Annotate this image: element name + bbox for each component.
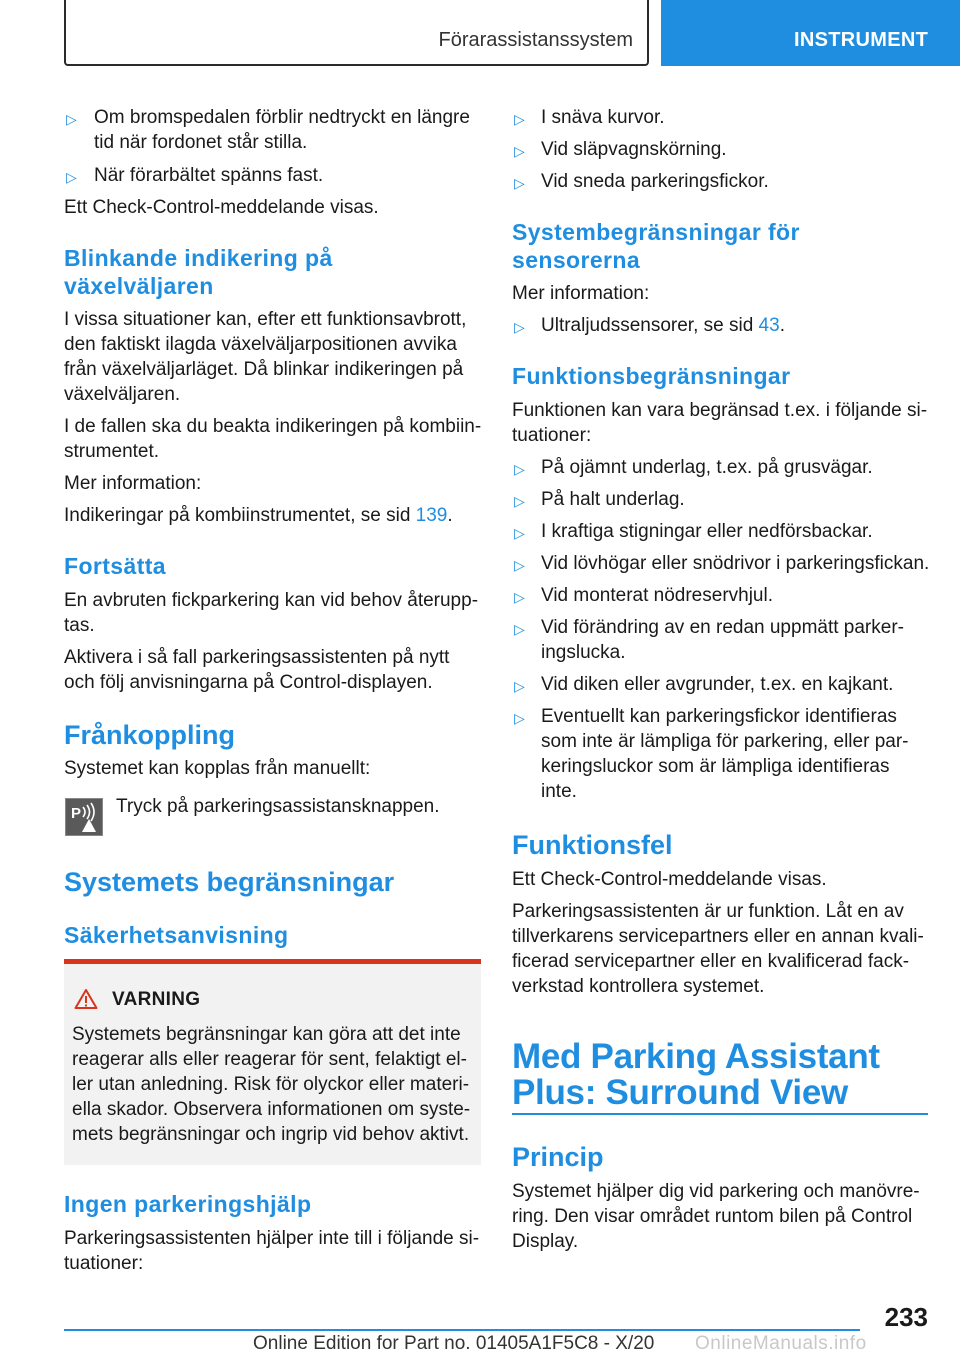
paragraph: Ett Check-Control-meddelande visas. [64, 197, 379, 218]
heading-systemets-begransningar: Systemets begränsningar [64, 867, 395, 897]
page-link-139[interactable]: 139 [415, 505, 448, 526]
paragraph: ficerad servicepartner eller en kvalificerad fack- [512, 951, 910, 972]
bullet-marker-icon: ▷ [514, 175, 525, 191]
paragraph: Aktivera i så fall parkeringsassistenten på nytt [64, 647, 450, 668]
bullet-marker-icon: ▷ [514, 589, 525, 605]
bullet-marker-icon: ▷ [514, 557, 525, 573]
reference-text: Indikeringar på kombiinstrumentet, se sid [64, 505, 416, 526]
list-item: Vid diken eller avgrunder, t.ex. en kajkant. [541, 674, 894, 695]
warning-text: ella skador. Observera informationen om syste- [72, 1099, 471, 1120]
paragraph: tas. [64, 615, 95, 636]
list-item: Eventuellt kan parkeringsfickor identifieras [541, 706, 897, 727]
footer-site-watermark: OnlineManuals.info [695, 1333, 867, 1354]
heading-surround-view: Med Parking Assistant [512, 1037, 880, 1076]
reference-line [541, 313, 785, 338]
list-item: I snäva kurvor. [541, 107, 665, 128]
warning-text: mets begränsningar och ingrip vid behov aktivt. [72, 1124, 470, 1145]
list-item: inte. [541, 781, 577, 802]
warning-text: Systemets begränsningar kan göra att det inte [72, 1024, 461, 1045]
svg-text:P: P [71, 805, 82, 822]
reference-end: . [447, 505, 453, 526]
bullet-marker-icon: ▷ [514, 319, 525, 335]
header-chapter-tab[interactable] [661, 0, 960, 66]
list-item: Vid förändring av en redan uppmätt parker- [541, 617, 904, 638]
paragraph: strumentet. [64, 441, 160, 462]
footer-rule [64, 1329, 860, 1331]
paragraph: Ett Check-Control-meddelande visas. [512, 869, 827, 890]
warning-text: reagerar alls eller reagerar för sent, felaktigt el- [72, 1049, 467, 1070]
list-item: I kraftiga stigningar eller nedförsbackar. [541, 521, 873, 542]
heading-sensor-limits: Systembegränsningar för [512, 219, 800, 245]
paragraph: den faktiskt ilagda växelväljarpositionen avvika [64, 334, 457, 355]
list-item: keringsluckor som är lämpliga identifieras [541, 756, 890, 777]
paragraph: växelväljaren. [64, 384, 181, 405]
bullet-marker-icon: ▷ [66, 169, 77, 185]
bullet-marker-icon: ▷ [514, 621, 525, 637]
bullet-marker-icon: ▷ [514, 525, 525, 541]
heading-blink: växelväljaren [64, 273, 214, 299]
reference-text: Ultraljudssensorer, se sid [541, 315, 759, 336]
paragraph: tuationer: [64, 1253, 144, 1274]
heading-rule [512, 1113, 928, 1115]
paragraph: En avbruten fickparkering kan vid behov återupp- [64, 590, 479, 611]
paragraph: Display. [512, 1231, 579, 1252]
header-chapter-title: INSTRUMENT [794, 29, 929, 51]
list-item: Om bromspedalen förblir nedtryckt en längre [94, 107, 470, 128]
bullet-marker-icon: ▷ [514, 461, 525, 477]
list-item: På halt underlag. [541, 489, 685, 510]
heading-frankoppling: Frånkoppling [64, 720, 235, 750]
heading-funktionsbegransningar: Funktionsbegränsningar [512, 363, 791, 389]
list-item: Vid släpvagnskörning. [541, 139, 727, 160]
page-link-43[interactable]: 43 [758, 315, 780, 336]
bullet-marker-icon: ▷ [514, 111, 525, 127]
header-section-box [64, 0, 649, 66]
list-item: Vid monterat nödreservhjul. [541, 585, 773, 606]
paragraph: I vissa situationer kan, efter ett funktionsavbrott, [64, 309, 467, 330]
paragraph: från växelväljarläget. Då blinkar indikeringen på [64, 359, 464, 380]
paragraph: I de fallen ska du beakta indikeringen på kombiin- [64, 416, 482, 437]
reference-end: . [779, 315, 785, 336]
list-item: Vid lövhögar eller snödrivor i parkeringsfickan. [541, 553, 930, 574]
heading-blink: Blinkande indikering på [64, 245, 333, 271]
paragraph: Mer information: [512, 283, 650, 304]
paragraph: Parkeringsassistenten hjälper inte till i följande si- [64, 1228, 480, 1249]
heading-surround-view: Plus: Surround View [512, 1073, 848, 1112]
parking-assist-button-icon [65, 798, 103, 836]
paragraph: Systemet hjälper dig vid parkering och manövre- [512, 1181, 920, 1202]
heading-funktionsfel: Funktionsfel [512, 830, 673, 860]
heading-princip: Princip [512, 1142, 604, 1172]
paragraph: Funktionen kan vara begränsad t.ex. i följande si- [512, 400, 928, 421]
list-item: tid när fordonet står stilla. [94, 132, 308, 153]
bullet-marker-icon: ▷ [514, 493, 525, 509]
paragraph: Mer information: [64, 473, 202, 494]
list-item: ingslucka. [541, 642, 626, 663]
footer-edition: Online Edition for Part no. 01405A1F5C8 - X/20 [253, 1333, 655, 1354]
heading-fortsatta: Fortsätta [64, 553, 167, 579]
paragraph: och följ anvisningarna på Control-displayen. [64, 672, 433, 693]
list-item: Vid sneda parkeringsfickor. [541, 171, 769, 192]
heading-ingen-parkeringshjalp: Ingen parkeringshjälp [64, 1191, 312, 1217]
paragraph: verkstad kontrollera systemet. [512, 976, 765, 997]
bullet-marker-icon: ▷ [514, 143, 525, 159]
warning-text: ler utan anledning. Risk för olyckor eller materi- [72, 1074, 470, 1095]
warning-triangle-icon [74, 988, 98, 1010]
page-number: 233 [884, 1302, 928, 1332]
bullet-marker-icon: ▷ [514, 678, 525, 694]
paragraph: tillverkarens servicepartners eller en annan kvali- [512, 926, 924, 947]
bullet-marker-icon: ▷ [514, 710, 525, 726]
heading-sakerhetsanvisning: Säkerhetsanvisning [64, 922, 289, 948]
paragraph: Parkeringsassistenten är ur funktion. Låt en av [512, 901, 904, 922]
paragraph: Systemet kan kopplas från manuellt: [64, 758, 371, 779]
list-item: På ojämnt underlag, t.ex. på grusvägar. [541, 457, 873, 478]
heading-sensor-limits: sensorerna [512, 247, 641, 273]
paragraph: ring. Den visar området runtom bilen på Control [512, 1206, 913, 1227]
paragraph: Tryck på parkeringsassistansknappen. [116, 796, 440, 817]
bullet-marker-icon: ▷ [66, 111, 77, 127]
header-section-title: Förarassistanssystem [438, 29, 633, 51]
list-item: som inte är lämpliga för parkering, eller par- [541, 731, 909, 752]
warning-title: VARNING [112, 989, 201, 1010]
list-item: När förarbältet spänns fast. [94, 165, 324, 186]
paragraph: tuationer: [512, 425, 592, 446]
reference-line [64, 503, 453, 528]
